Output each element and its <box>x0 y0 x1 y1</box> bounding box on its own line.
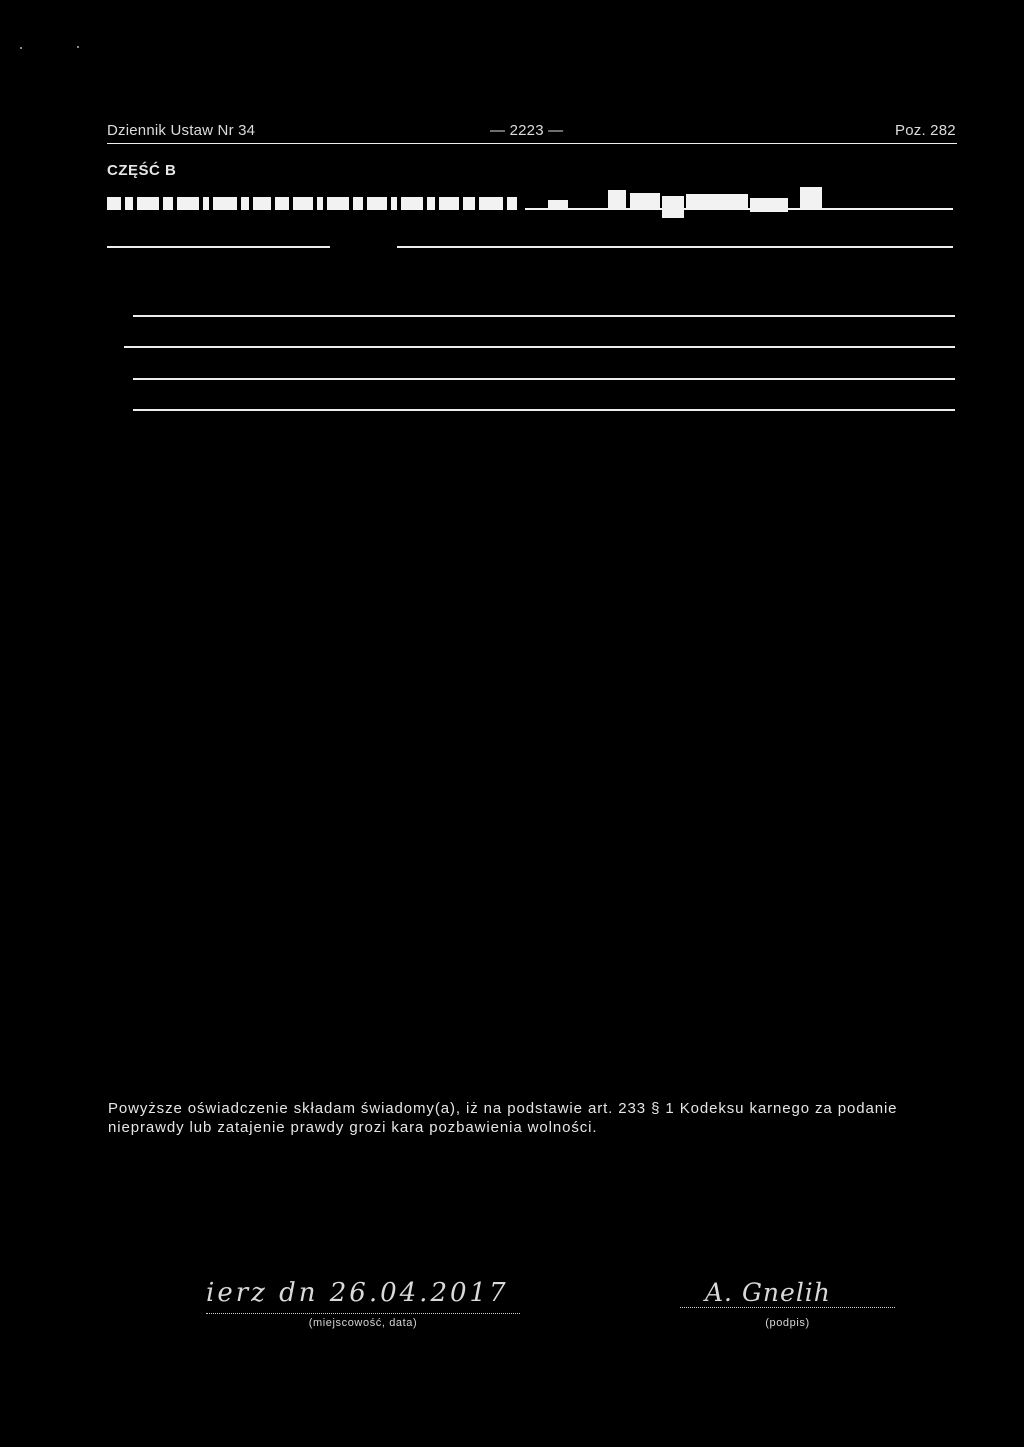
form-line <box>133 315 955 317</box>
form-line <box>133 409 955 411</box>
redaction-block <box>750 198 788 212</box>
redacted-field-strip <box>107 197 523 210</box>
redaction-block <box>686 194 748 210</box>
place-date-caption: (miejscowość, data) <box>308 1317 418 1329</box>
form-line <box>133 378 955 380</box>
redaction-block <box>630 193 660 210</box>
handwritten-signature: A. Gnelih <box>705 1278 831 1307</box>
signature-caption: (podpis) <box>765 1317 810 1329</box>
section-part-label: CZĘŚĆ B <box>107 162 177 179</box>
form-line <box>124 346 955 348</box>
signature-dotted-line <box>680 1307 895 1308</box>
declaration-statement: Powyższe oświadczenie składam świadomy(a), iż na podstawie art. 233 § 1 Kodeksu karnego za podanie nieprawdy lub zatajenie prawdy grozi kara pozbawienia wolności. <box>108 1100 898 1136</box>
scan-speck <box>77 46 79 48</box>
place-date-dotted-line <box>206 1313 520 1314</box>
form-line <box>397 246 953 248</box>
scan-speck <box>20 47 22 49</box>
redaction-block <box>800 187 822 210</box>
position-number: Poz. 282 <box>895 122 956 139</box>
redaction-block <box>662 196 684 218</box>
header-rule <box>107 143 957 144</box>
redaction-block <box>548 200 568 210</box>
redaction-block <box>608 190 626 210</box>
page-number: — 2223 — <box>490 122 564 139</box>
form-line <box>107 246 330 248</box>
handwritten-place-date: ierz dn 26.04.2017 <box>206 1278 509 1308</box>
journal-title: Dziennik Ustaw Nr 34 <box>107 122 256 139</box>
